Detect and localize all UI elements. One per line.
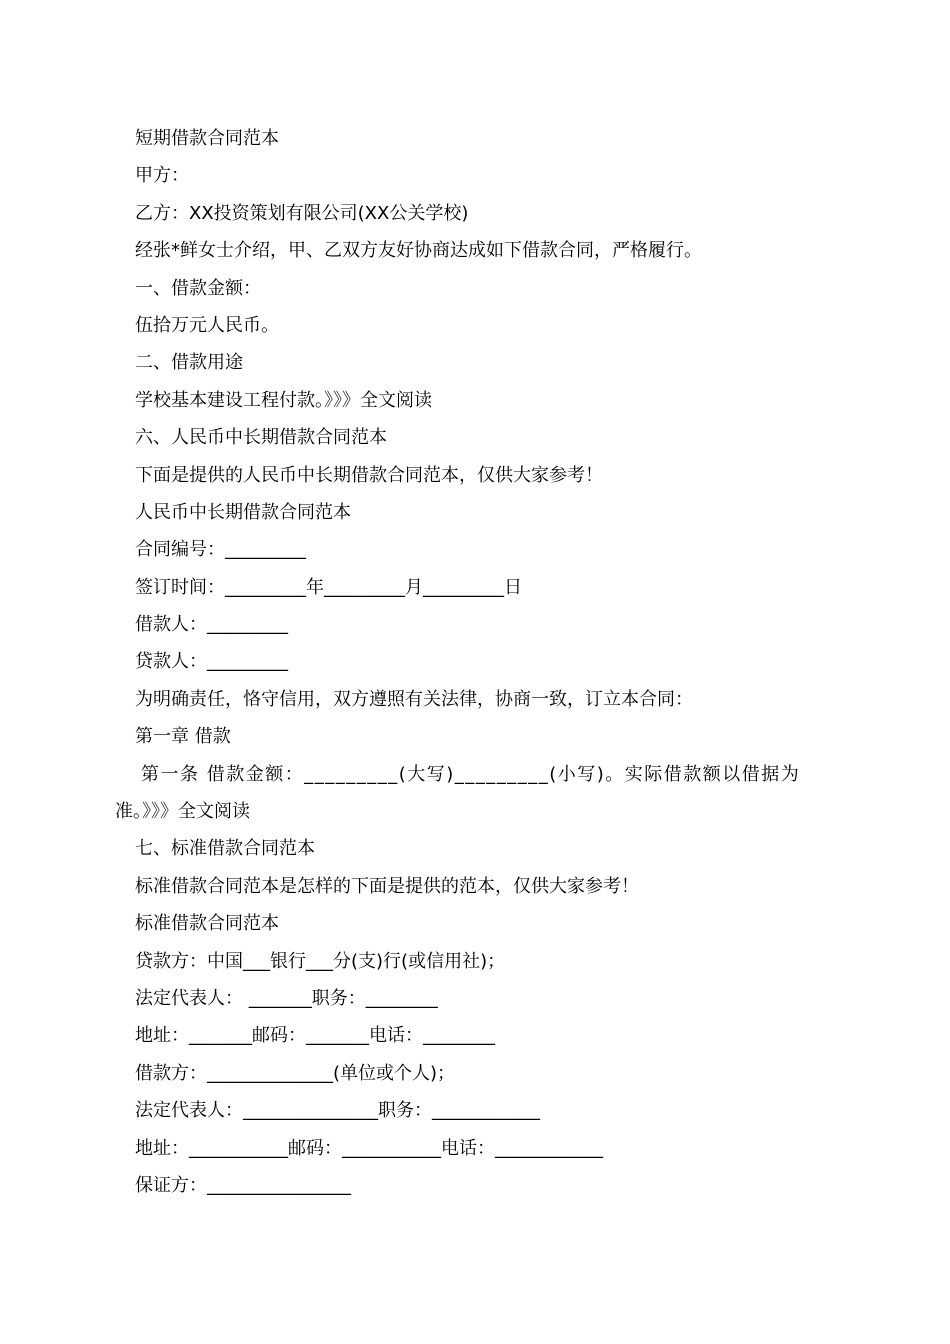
form-field-line: 法定代表人： _______职务：________ <box>135 987 438 1009</box>
article-line: 第一条 借款金额：_________(大写)_________(小写)。实际借款额以借据为 <box>141 763 801 785</box>
party-a-line: 甲方： <box>135 165 189 187</box>
text-line: 为明确责任，恪守信用，双方遵照有关法律，协商一致，订立本合同： <box>135 688 693 710</box>
article-line-continued: 准。》》》全文阅读 <box>115 801 250 823</box>
section-heading: 七、标准借款合同范本 <box>135 838 315 860</box>
text-line: 学校基本建设工程付款。》》》全文阅读 <box>135 389 432 411</box>
chapter-heading: 第一章 借款 <box>135 726 231 748</box>
form-field-line: 法定代表人：_______________职务：____________ <box>135 1100 540 1122</box>
party-b-line: 乙方：XX投资策划有限公司(XX公关学校) <box>135 202 469 224</box>
form-field-line: 贷款方：中国___银行___分(支)行(或信用社)； <box>135 950 506 972</box>
form-field-line: 借款方：______________(单位或个人)； <box>135 1062 456 1084</box>
section-heading: 二、借款用途 <box>135 352 243 374</box>
section-heading: 一、借款金额： <box>135 277 261 299</box>
form-field-line: 地址：_______邮码：_______电话：________ <box>135 1025 495 1047</box>
text-line: 标准借款合同范本是怎样的下面是提供的范本，仅供大家参考！ <box>135 875 639 897</box>
document-title: 短期借款合同范本 <box>135 128 279 149</box>
form-field-line: 借款人：_________ <box>135 614 288 636</box>
form-field-line: 贷款人：_________ <box>135 651 288 673</box>
text-line: 下面是提供的人民币中长期借款合同范本，仅供大家参考！ <box>135 464 603 486</box>
document-body <box>0 120 950 1204</box>
form-field-line: 地址：___________邮码：___________电话：____________ <box>135 1137 603 1159</box>
text-line: 伍拾万元人民币。 <box>135 314 279 336</box>
intro-paragraph: 经张*鲜女士介绍，甲、乙双方友好协商达成如下借款合同，严格履行。 <box>135 240 702 262</box>
form-field-line: 合同编号：_________ <box>135 539 306 561</box>
section-heading: 六、人民币中长期借款合同范本 <box>135 427 387 449</box>
subtitle-line: 标准借款合同范本 <box>135 913 279 935</box>
form-field-line: 签订时间：_________年_________月_________日 <box>135 576 522 598</box>
subtitle-line: 人民币中长期借款合同范本 <box>135 501 351 523</box>
form-field-line: 保证方：________________ <box>135 1174 351 1196</box>
